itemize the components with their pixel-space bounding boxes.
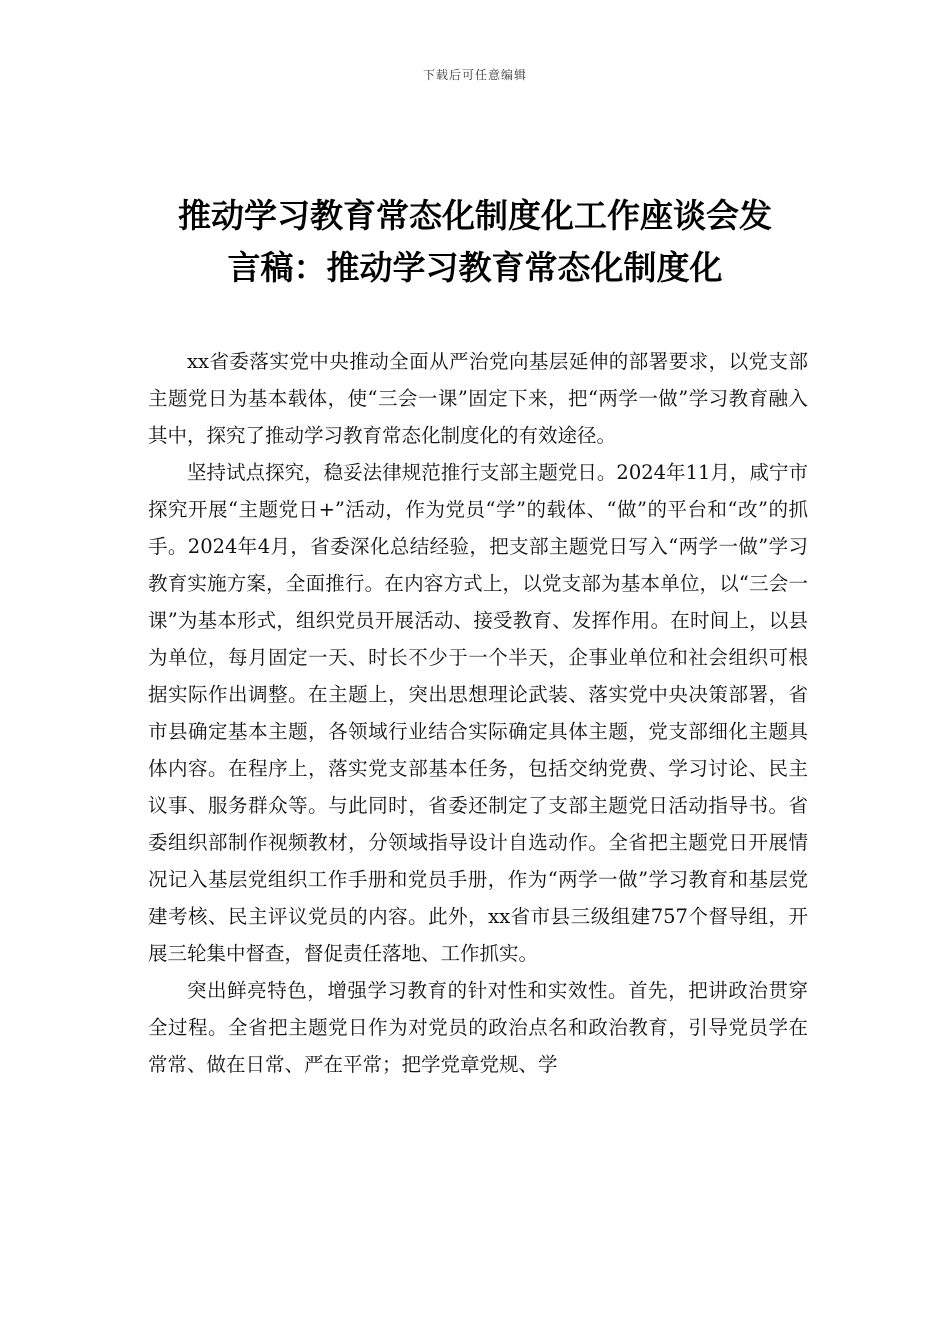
title-line-2: 言稿：推动学习教育常态化制度化 <box>227 248 723 287</box>
paragraph-features: 突出鲜亮特色，增强学习教育的针对性和实效性。首先，把讲政治贯穿全过程。全省把主题党日作为对党员的政治点名和政治教育，引导党员学在常常、做在日常、严在平常；把学党章党规、学 <box>148 979 808 1076</box>
paragraph-pilot: 坚持试点探究，稳妥法律规范推行支部主题党日。2024年11月，咸宁市探究开展“主题党日+”活动，作为党员“学”的载体、“做”的平台和“改”的抓手。2024年4月，省委深化总结经验，把支部主题党日写入“两学一做”学习教育实施方案，全面推行。在内容方式上，以党支部为基本单位，以“三会一课”为基本形式，组织党员开展活动、接受教育、发挥作用。在时间上，以县为单位，每月固定一天、时长不少于一个半天，企事业单位和社会组织可根据实际作出调整。在主题上，突出思想理论武装、落实党中央决策部署，省市县确定基本主题，各领域行业结合实际确定具体主题，党支部细化主题具体内容。在程序上，落实党支部基本任务，包括交纳党费、学习讨论、民主议事、服务群众等。与此同时，省委还制定了支部主题党日活动指导书。省委组织部制作视频教材，分领域指导设计自选动作。全省把主题党日开展情况记入基层党组织工作手册和党员手册，作为“两学一做”学习教育和基层党建考核、民主评议党员的内容。此外，xx省市县三级组建757个督导组，开展三轮集中督查，督促责任落地、工作抓实。 <box>148 461 808 965</box>
document-body <box>148 343 808 1083</box>
title-line-1: 推动学习教育常态化制度化工作座谈会发 <box>178 196 772 235</box>
paragraph-intro: xx省委落实党中央推动全面从严治党向基层延伸的部署要求，以党支部主题党日为基本载体，使“三会一课”固定下来，把“两学一做”学习教育融入其中，探究了推动学习教育常态化制度化的有效途径。 <box>148 350 808 447</box>
header-note: 下载后可任意编辑 <box>422 68 527 82</box>
document-title <box>130 190 820 294</box>
